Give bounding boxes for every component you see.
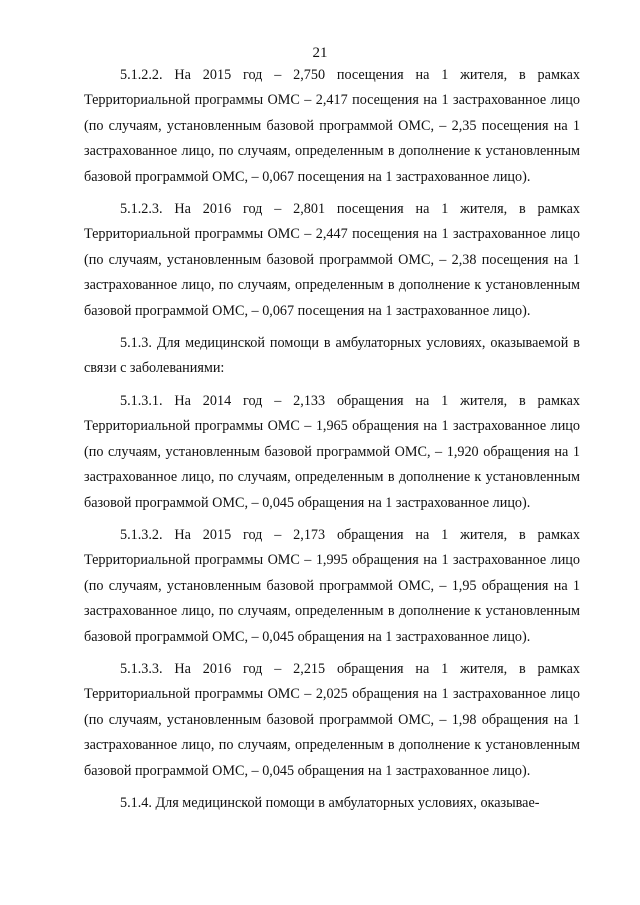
paragraph-5-1-2-3: 5.1.2.3. На 2016 год – 2,801 посещения на 1 жителя, в рамках Территориальной программы ОМС – 2,447 посещения на 1 застрахованное лицо (по случаям, установленным базовой программой ОМС, – 2,38 посещения на 1 застрахованное лицо, по случаям, определенным в дополнение к установленным базовой программой ОМС, – 0,067 посещения на 1 застрахованное лицо).	[84, 201, 580, 319]
paragraph-5-1-2-2: 5.1.2.2. На 2015 год – 2,750 посещения на 1 жителя, в рамках Территориальной программы ОМС – 2,417 посещения на 1 застрахованное лицо (по случаям, установленным базовой программой ОМС, – 2,35 посещения на 1 застрахованное лицо, по случаям, определенным в дополнение к установленным базовой программой ОМС, – 0,067 посещения на 1 застрахованное лицо).	[84, 67, 580, 185]
paragraph-5-1-3-3: 5.1.3.3. На 2016 год – 2,215 обращения на 1 жителя, в рамках Территориальной программы ОМС – 2,025 обращения на 1 застрахованное лицо (по случаям, установленным базовой программой ОМС, – 1,98 обращения на 1 застрахованное лицо, по случаям, определенным в дополнение к установленным базовой программой ОМС, – 0,045 обращения на 1 застрахованное лицо).	[84, 660, 580, 779]
paragraph-5-1-3-2: 5.1.3.2. На 2015 год – 2,173 обращения на 1 жителя, в рамках Территориальной программы ОМС – 1,995 обращения на 1 застрахованное лицо (по случаям, установленным базовой программой ОМС, – 1,95 обращения на 1 застрахованное лицо, по случаям, определенным в дополнение к установленным базовой программой ОМС, – 0,045 обращения на 1 застрахованное лицо).	[84, 526, 580, 645]
document-body	[84, 63, 580, 823]
paragraph-5-1-3: 5.1.3. Для медицинской помощи в амбулаторных условиях, оказываемой в связи с заболеваниями:	[84, 335, 580, 377]
page-number: 21	[312, 45, 328, 61]
paragraph-5-1-4: 5.1.4. Для медицинской помощи в амбулаторных условиях, оказывае-	[120, 794, 540, 811]
paragraph-5-1-3-1: 5.1.3.1. На 2014 год – 2,133 обращения на 1 жителя, в рамках Территориальной программы ОМС – 1,965 обращения на 1 застрахованное лицо (по случаям, установленным базовой программой ОМС, – 1,920 обращения на 1 застрахованное лицо, по случаям, определенным в дополнение к установленным базовой программой ОМС, – 0,045 обращения на 1 застрахованное лицо).	[84, 392, 580, 511]
